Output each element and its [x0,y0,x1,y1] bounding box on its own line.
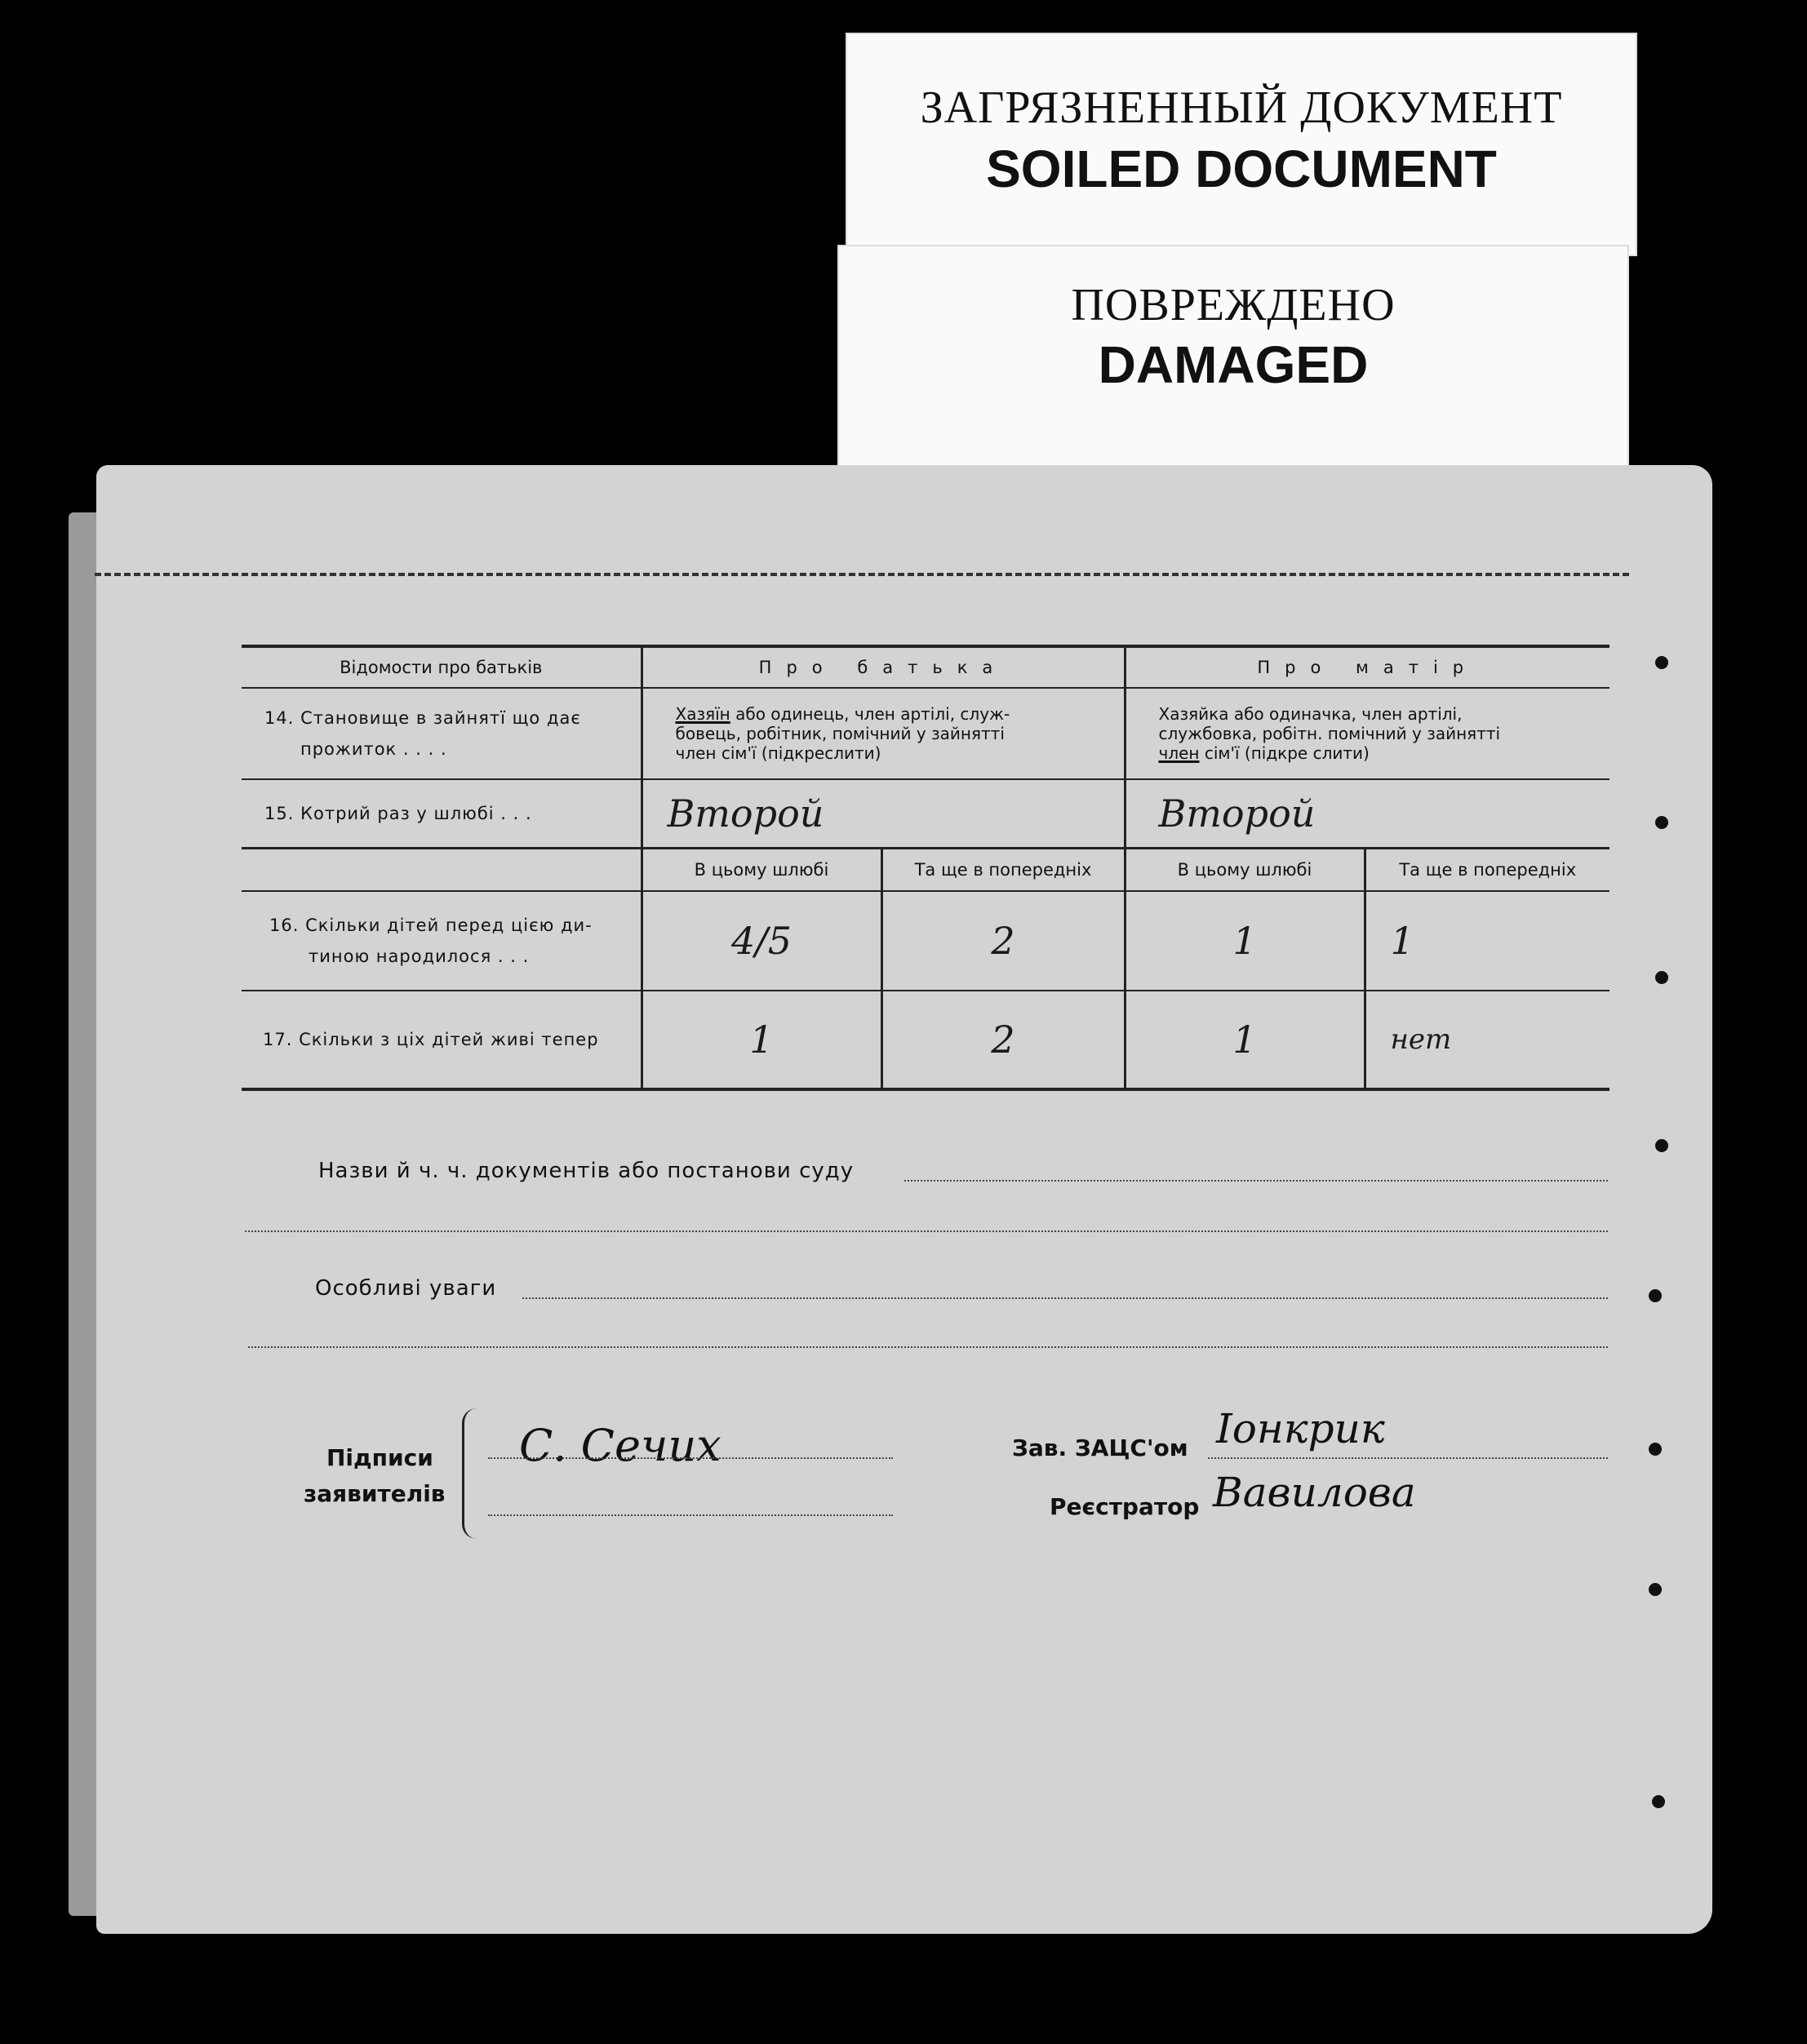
documents-label: Назви й ч. ч. документів або постанови суду [318,1159,855,1183]
subheader-father-prev: Та ще в попередніх [881,849,1125,892]
row14-mother-text-b: службовка, робітн. помічний у зайнятті [1158,724,1501,743]
damaged-stamp-en: DAMAGED [1098,335,1369,394]
row17-father-this: 1 [749,1018,774,1062]
applicant-signature: С. Сечих [519,1420,721,1471]
remarks-line-1 [522,1297,1608,1299]
signatures-bracket [462,1408,481,1539]
soiled-document-stamp [846,33,1637,256]
row16-label-line2: тиною народилося . . . [309,947,530,966]
row14-father-text-c: член сім'ї (підкреслити) [675,743,881,763]
row17-mother-this: 1 [1232,1018,1257,1062]
damaged-stamp-ru: ПОВРЕЖДЕНО [1071,280,1396,330]
binding-hole [1649,1443,1662,1456]
row17-father-prev: 2 [991,1018,1015,1062]
table-row [242,891,1609,991]
table-header-row [242,646,1609,688]
row17-mother-prev: нет [1390,1023,1452,1056]
row16-father-this: 4/5 [730,919,793,963]
perforation-line [95,573,1629,576]
row14-mother-text-a: Хазяйка або одиначка, член артілі, [1158,704,1463,724]
remarks-line-2 [248,1346,1608,1348]
registrar-label: Реєстратор [1050,1493,1200,1520]
binding-hole [1649,1289,1662,1302]
binding-hole [1655,971,1668,984]
damaged-document-stamp [837,245,1629,470]
row14-father-text-b: бовець, робітник, помічний у зайнятті [675,724,1005,743]
remarks-label: Особливі уваги [315,1276,497,1301]
table-row [242,688,1609,779]
binding-hole [1655,1139,1668,1152]
signatures-label-1: Підписи [326,1444,433,1471]
header-father: Про батька [642,646,1125,688]
row14-mother-underlined: член [1158,743,1200,763]
head-signature: Іонкрик [1216,1405,1385,1452]
row16-mother-prev: 1 [1390,919,1414,963]
header-mother: Про матір [1125,646,1609,688]
documents-line-2 [245,1230,1608,1232]
row15-father: Второй [667,791,824,836]
row16-label [242,891,642,991]
table-subheader-row [242,849,1609,892]
row16-father-prev: 2 [991,919,1015,963]
table-row [242,779,1609,849]
subheader-father-this: В цьому шлюбі [642,849,881,892]
signatures-label-2: заявителів [304,1480,446,1507]
head-label: Зав. ЗАЦС'ом [1012,1434,1188,1461]
header-parents-info: Відомости про батьків [242,646,642,688]
binding-hole [1655,816,1668,829]
row17-label: 17. Скільки з ціх дітей живі тепер [242,991,642,1089]
row15-mother: Второй [1158,791,1316,836]
row15-label: 15. Котрий раз у шлюбі . . . [242,779,642,849]
row14-mother-text-c: сім'ї (підкре слити) [1199,743,1370,763]
binding-hole [1649,1583,1662,1596]
row14-father [642,688,1125,779]
soiled-stamp-en: SOILED DOCUMENT [986,140,1497,198]
applicant-line-1 [488,1457,893,1459]
subheader-mother-prev: Та ще в попередніх [1365,849,1609,892]
row14-label [242,688,642,779]
row14-mother [1125,688,1609,779]
row14-father-text-a: або одинець, член артілі, служ- [730,704,1010,724]
row14-father-underlined: Хазяїн [675,704,730,724]
row14-label-line1: 14. Становище в зайнятї що дає [264,708,581,728]
row16-label-line1: 16. Скільки дітей перед цією ди- [269,916,593,935]
row16-mother-this: 1 [1232,919,1257,963]
subheader-mother-this: В цьому шлюбі [1125,849,1365,892]
soiled-stamp-ru: ЗАГРЯЗНЕННЫЙ ДОКУМЕНТ [920,82,1563,133]
table-row [242,991,1609,1089]
row14-label-line2: прожиток . . . . [300,739,447,759]
documents-line-1 [904,1180,1608,1182]
parents-info-table [242,645,1609,1091]
head-line [1208,1457,1608,1459]
binding-hole [1652,1795,1665,1808]
registrar-signature: Вавилова [1213,1469,1416,1516]
binding-hole [1655,656,1668,669]
applicant-line-2 [488,1514,893,1516]
